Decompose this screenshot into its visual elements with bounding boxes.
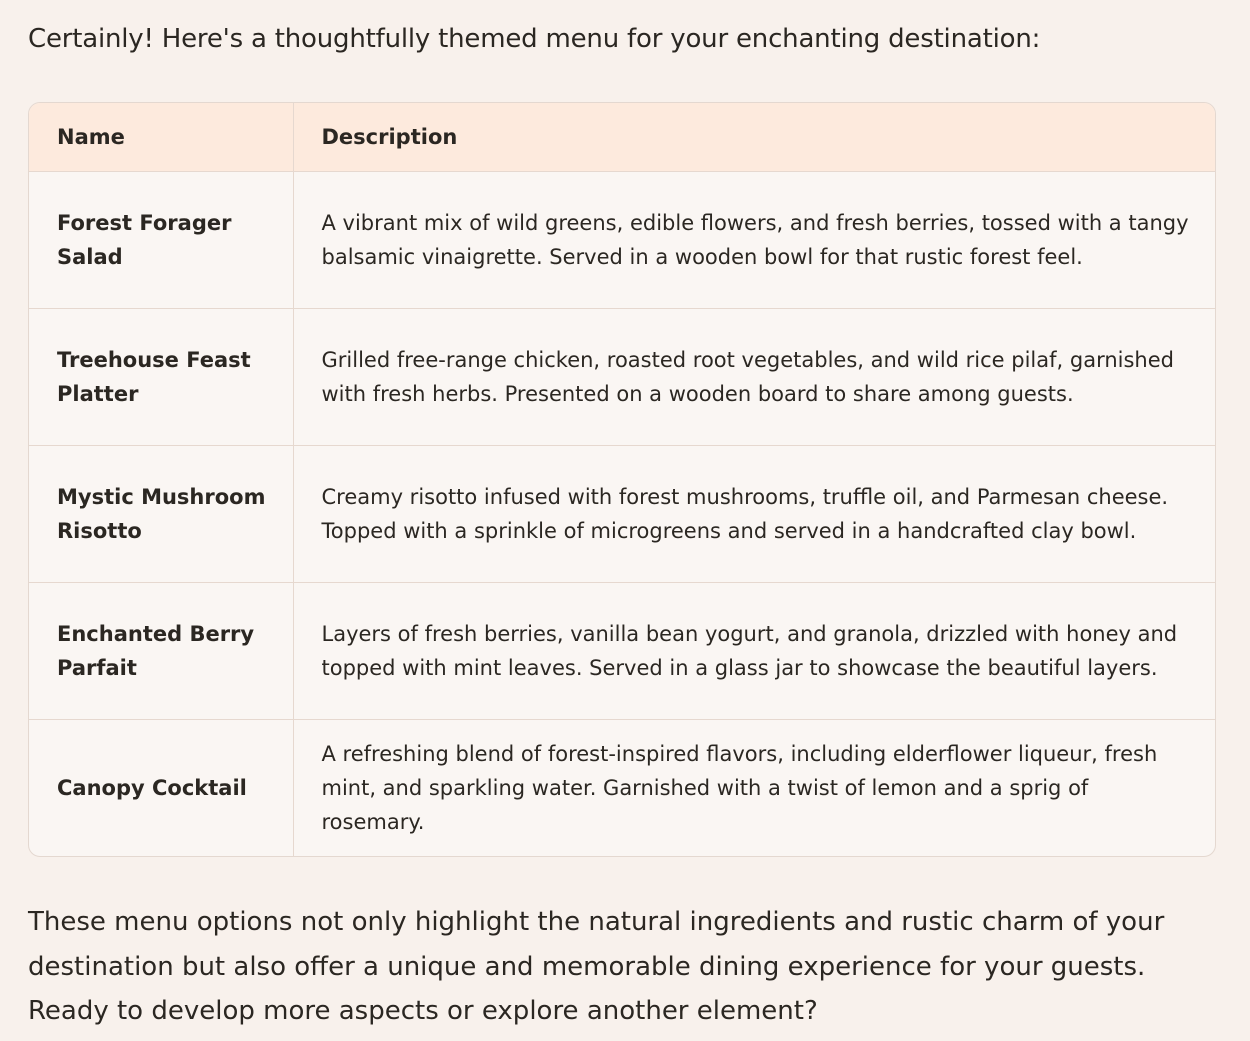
column-header-description: Description <box>293 103 1215 172</box>
outro-text: These menu options not only highlight the natural ingredients and rustic charm of your destination but also offer a unique and memorable dining experience for your guests. Ready to develop more aspects or explore another element? <box>28 907 1165 1026</box>
dish-description: Creamy risotto infused with forest mushrooms, truffle oil, and Parmesan cheese. Topped with a sprinkle of microgreens and served in a handcrafted clay bowl. <box>293 446 1215 583</box>
menu-table <box>28 102 1216 857</box>
table-row <box>29 309 1215 446</box>
table-header-row <box>29 103 1215 172</box>
column-header-name: Name <box>29 103 293 172</box>
table-row <box>29 172 1215 309</box>
intro-text: Certainly! Here's a thoughtfully themed menu for your enchanting destination: <box>28 24 1041 54</box>
dish-name: Canopy Cocktail <box>57 776 247 800</box>
table-row <box>29 446 1215 583</box>
table-row <box>29 583 1215 720</box>
dish-description: A vibrant mix of wild greens, edible flowers, and fresh berries, tossed with a tangy balsamic vinaigrette. Served in a wooden bowl for that rustic forest feel. <box>293 172 1215 309</box>
dish-name: Enchanted Berry Parfait <box>29 583 293 720</box>
table-row <box>29 720 1215 857</box>
dish-description: Layers of fresh berries, vanilla bean yogurt, and granola, drizzled with honey and topped with mint leaves. Served in a glass jar to showcase the beautiful layers. <box>293 583 1215 720</box>
dish-description: Grilled free-range chicken, roasted root vegetables, and wild rice pilaf, garnished with fresh herbs. Presented on a wooden board to share among guests. <box>293 309 1215 446</box>
dish-name: Mystic Mushroom Risotto <box>29 446 293 583</box>
dish-name: Treehouse Feast Platter <box>29 309 293 446</box>
dish-description: A refreshing blend of forest-inspired flavors, including elderflower liqueur, fresh mint, and sparkling water. Garnished with a twist of lemon and a sprig of rosemary. <box>293 720 1215 857</box>
dish-name: Forest Forager Salad <box>29 172 293 309</box>
